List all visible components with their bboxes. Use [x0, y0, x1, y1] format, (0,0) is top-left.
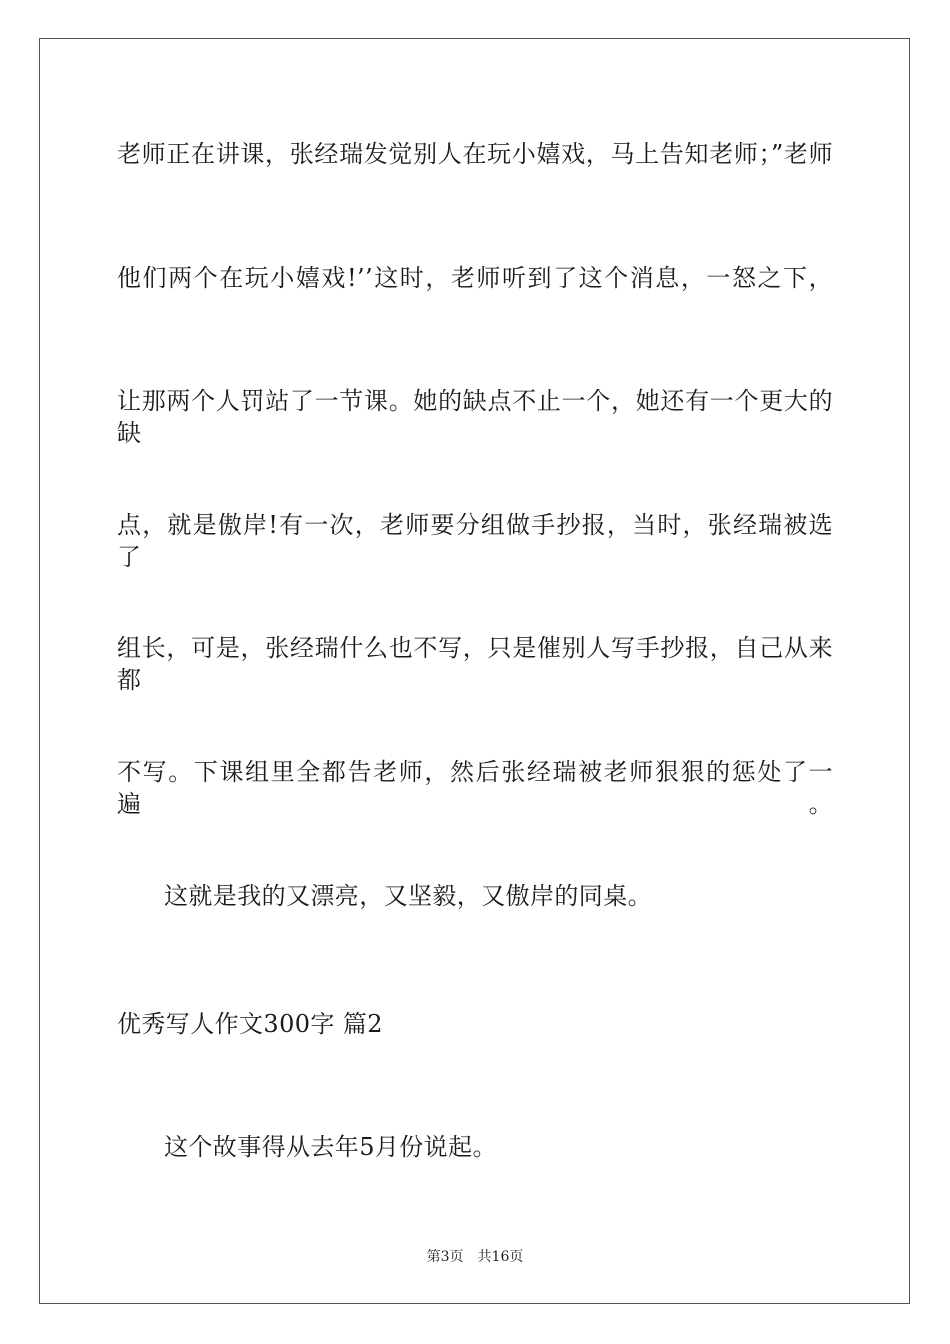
- page-total: 共16页: [477, 1249, 524, 1265]
- page-number: 第3页: [426, 1249, 464, 1265]
- next-paragraph: 这个故事得从去年5月份说起。: [164, 1133, 497, 1161]
- body-text-line-5: 组长，可是，张经瑞什么也不写，只是催别人写手抄报，自己从来都: [117, 634, 833, 694]
- body-text-line-6: 不写。下课组里全都告老师，然后张经瑞被老师狠狠的惩处了一遍。: [117, 758, 833, 818]
- page-footer: [0, 1248, 950, 1266]
- body-text-line-3: 让那两个人罚站了一节课。她的缺点不止一个，她还有一个更大的缺: [117, 387, 833, 447]
- body-text-line-1: 老师正在讲课，张经瑞发觉别人在玩小嬉戏，马上告知老师；”老师: [117, 140, 833, 168]
- body-text-line-2: 他们两个在玩小嬉戏!’’这时，老师听到了这个消息，一怒之下，: [117, 264, 833, 292]
- body-text-line-4: 点，就是傲岸!有一次，老师要分组做手抄报，当时，张经瑞被选了: [117, 511, 833, 571]
- closing-paragraph: 这就是我的又漂亮，又坚毅，又傲岸的同桌。: [164, 882, 652, 910]
- section-heading: 优秀写人作文300字 篇2: [117, 1010, 383, 1038]
